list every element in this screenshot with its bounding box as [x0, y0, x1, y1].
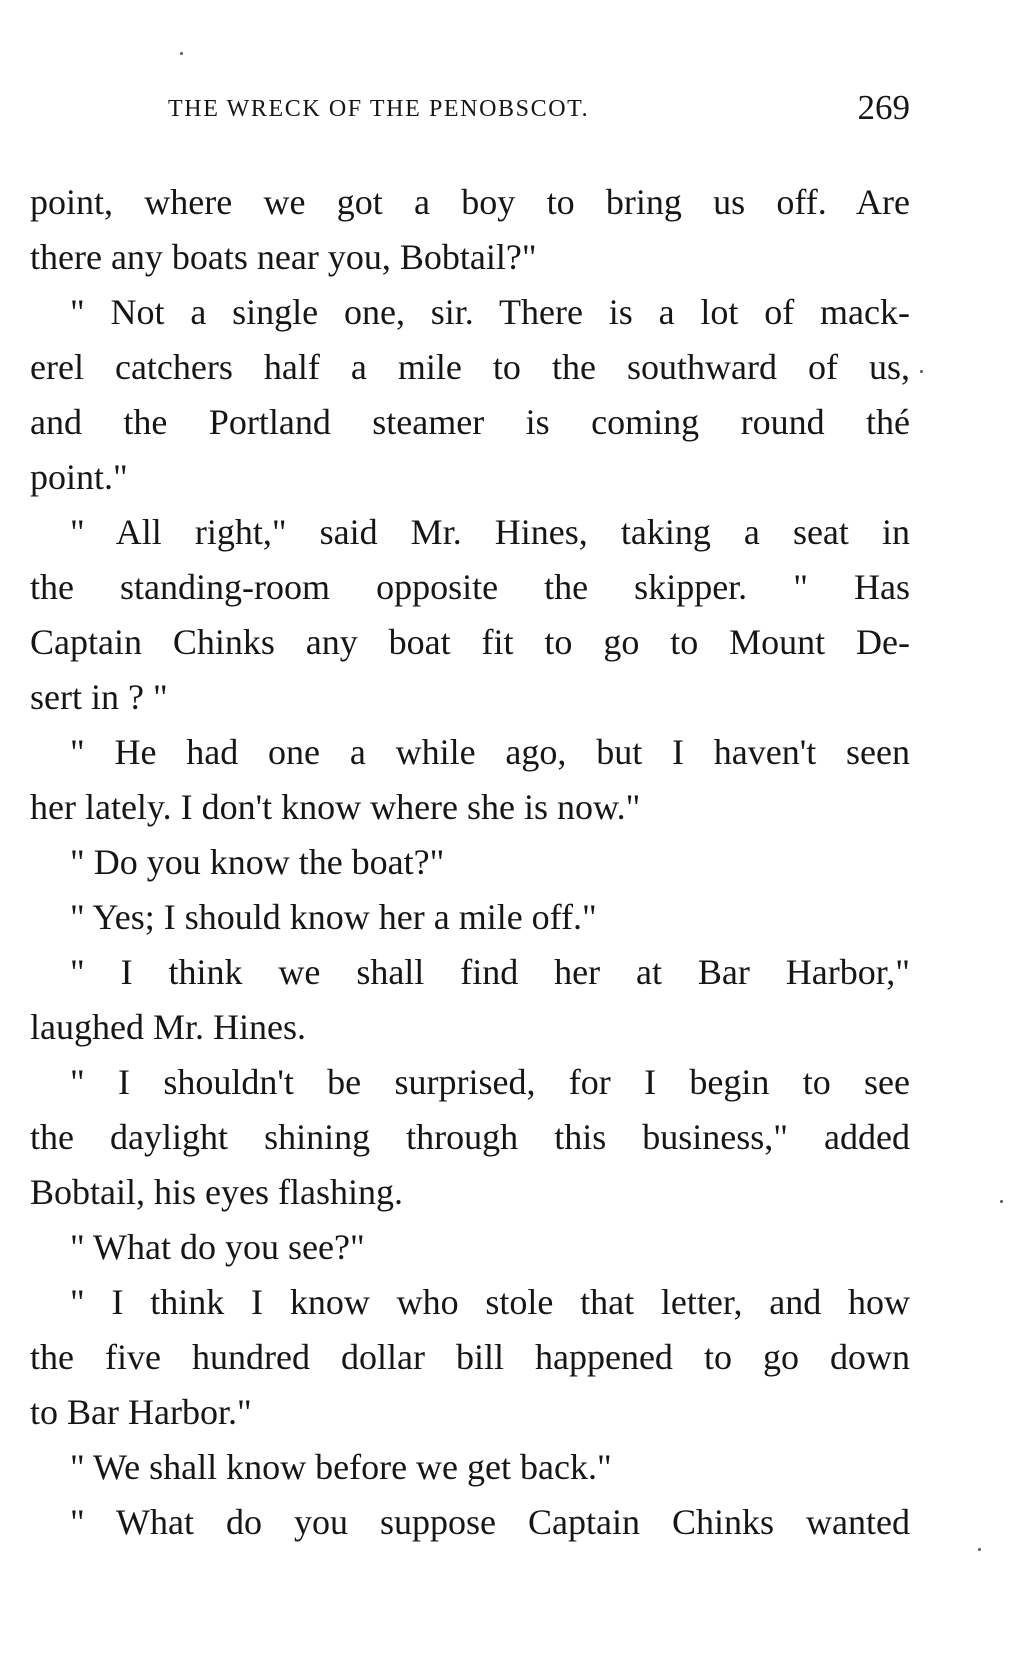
text-line: " Not a single one, sir. There is a lot of mack- [70, 292, 910, 332]
text-line: the five hundred dollar bill happened to go down [30, 1337, 910, 1377]
text-line: Captain Chinks any boat fit to go to Mount De- [30, 622, 910, 662]
text-line: " We shall know before we get back." [70, 1447, 612, 1487]
text-line: " Do you know the boat?" [70, 842, 445, 882]
text-line: Bobtail, his eyes flashing. [30, 1172, 403, 1212]
text-line: " All right," said Mr. Hines, taking a seat in [70, 512, 910, 552]
text-line: sert in ? " [30, 677, 168, 717]
text-line: and the Portland steamer is coming round thé [30, 402, 910, 442]
text-line: " He had one a while ago, but I haven't seen [70, 732, 910, 772]
text-line: " I think we shall find her at Bar Harbor," [70, 952, 910, 992]
running-head [168, 88, 910, 128]
text-line: there any boats near you, Bobtail?" [30, 237, 537, 277]
text-line: " I shouldn't be surprised, for I begin to see [70, 1062, 910, 1102]
scan-speck [1000, 1200, 1003, 1203]
text-line: " I think I know who stole that letter, and how [70, 1282, 910, 1322]
page-number: 269 [857, 88, 910, 127]
text-line: " What do you suppose Captain Chinks wanted [70, 1502, 910, 1542]
text-line: to Bar Harbor." [30, 1392, 252, 1432]
text-line: her lately. I don't know where she is now." [30, 787, 641, 827]
text-line: " Yes; I should know her a mile off." [70, 897, 597, 937]
scan-speck [978, 1548, 981, 1551]
running-title: THE WRECK OF THE PENOBSCOT. [168, 96, 590, 122]
body-text [30, 175, 910, 1550]
text-line: erel catchers half a mile to the southward of us, [30, 347, 910, 387]
text-line: " What do you see?" [70, 1227, 365, 1267]
text-line: the daylight shining through this business," added [30, 1117, 910, 1157]
text-line: the standing-room opposite the skipper. " Has [30, 567, 910, 607]
text-line: laughed Mr. Hines. [30, 1007, 306, 1047]
scan-speck [920, 370, 923, 373]
text-line: point." [30, 457, 128, 497]
text-line: point, where we got a boy to bring us off. Are [30, 182, 910, 222]
scan-speck [180, 52, 183, 55]
